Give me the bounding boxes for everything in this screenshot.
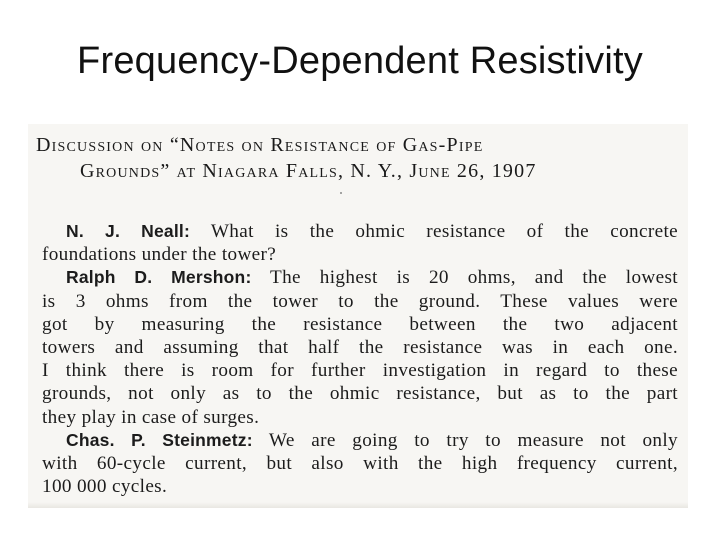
speaker-name: Chas. P. Steinmetz: [66,429,253,450]
paragraph-line: is 3 ohms from the tower to the ground. These values were [42,290,678,312]
paragraph-line: 100 000 cycles. [42,476,168,498]
document-body [42,220,678,498]
speaker-name: N. J. Neall: [66,221,190,241]
scan-speck [340,192,342,194]
document-heading [36,132,686,184]
paragraph-line: got by measuring the resistance between the two adjacent [42,313,678,335]
paragraph-line: foundations under the tower? [42,244,277,266]
paragraph-text: We are going to try to measure not only [268,429,678,451]
paragraph-text: The highest is 20 ohms, and the lowest [270,267,678,289]
speaker-name: Ralph D. Mershon: [66,267,252,288]
paragraph-text: What is the ohmic resistance of the concrete [210,221,678,242]
heading-line-2: Grounds” at Niagara Falls, N. Y., June 26, 1907 [80,160,537,182]
paragraph-line: grounds, not only as to the ohmic resistance, but as to the part [42,383,678,405]
slide-title: Frequency-Dependent Resistivity [77,40,643,82]
paragraph-line: towers and assuming that half the resistance was in each one. [42,337,678,359]
scan-edge [28,502,688,508]
paragraph-line [42,220,678,243]
paragraph-line: I think there is room for further investigation in regard to these [42,360,678,382]
paragraph-line: with 60-cycle current, but also with the high frequency current, [42,453,678,475]
scanned-document-image [28,124,688,508]
heading-line-1: Discussion on “Notes on Resistance of Gas-Pipe [36,134,484,156]
paragraph-line: they play in case of surges. [42,406,260,428]
paragraph-line [42,266,678,289]
paragraph-line [42,429,678,452]
